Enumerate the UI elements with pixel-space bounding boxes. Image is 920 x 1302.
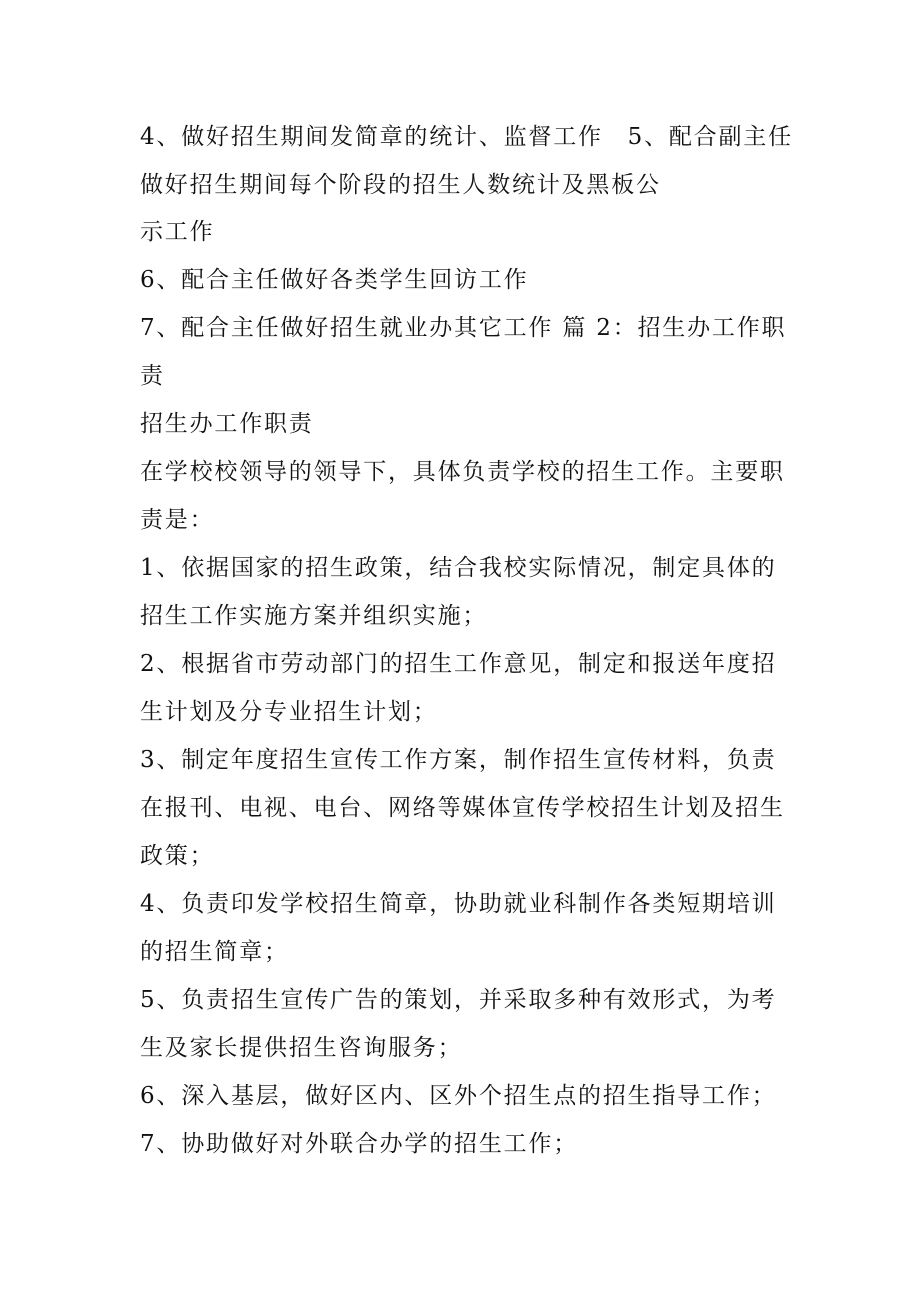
text-line: 2、根据省市劳动部门的招生工作意见，制定和报送年度招 [140, 651, 777, 677]
text-line: 6、配合主任做好各类学生回访工作 [140, 267, 529, 293]
text-line: 3、制定年度招生宣传工作方案，制作招生宣传材料，负责 [140, 747, 777, 773]
section-heading: 招生办工作职责 [140, 411, 314, 437]
text-line: 在报刊、电视、电台、网络等媒体宣传学校招生计划及招生 [140, 795, 785, 821]
text-line: 6、深入基层，做好区内、区外个招生点的招生指导工作； [140, 1083, 777, 1109]
text-line: 责 [140, 363, 165, 389]
text-line: 责是： [140, 507, 215, 533]
text-line: 在学校校领导的领导下，具体负责学校的招生工作。主要职 [140, 459, 785, 485]
text-line: 生及家长提供招生咨询服务； [140, 1035, 463, 1061]
text-line: 7、协助做好对外联合办学的招生工作； [140, 1131, 579, 1157]
text-line: 4、负责印发学校招生简章，协助就业科制作各类短期培训 [140, 891, 777, 917]
text-line: 招生工作实施方案并组织实施； [140, 603, 488, 629]
text-line: 政策； [140, 843, 215, 869]
text-line: 1、依据国家的招生政策，结合我校实际情况，制定具体的 [140, 555, 777, 581]
text-line: 7、配合主任做好招生就业办其它工作 篇 2：招生办工作职 [140, 315, 787, 341]
text-line: 做好招生期间每个阶段的招生人数统计及黑板公 [140, 172, 661, 198]
text-line: 示工作 [140, 219, 215, 245]
text-line: 4、做好招生期间发简章的统计、监督工作 5、配合副主任 [140, 124, 793, 150]
text-line: 5、负责招生宣传广告的策划，并采取多种有效形式，为考 [140, 987, 777, 1013]
text-line: 生计划及分专业招生计划； [140, 699, 438, 725]
text-line: 的招生简章； [140, 939, 289, 965]
